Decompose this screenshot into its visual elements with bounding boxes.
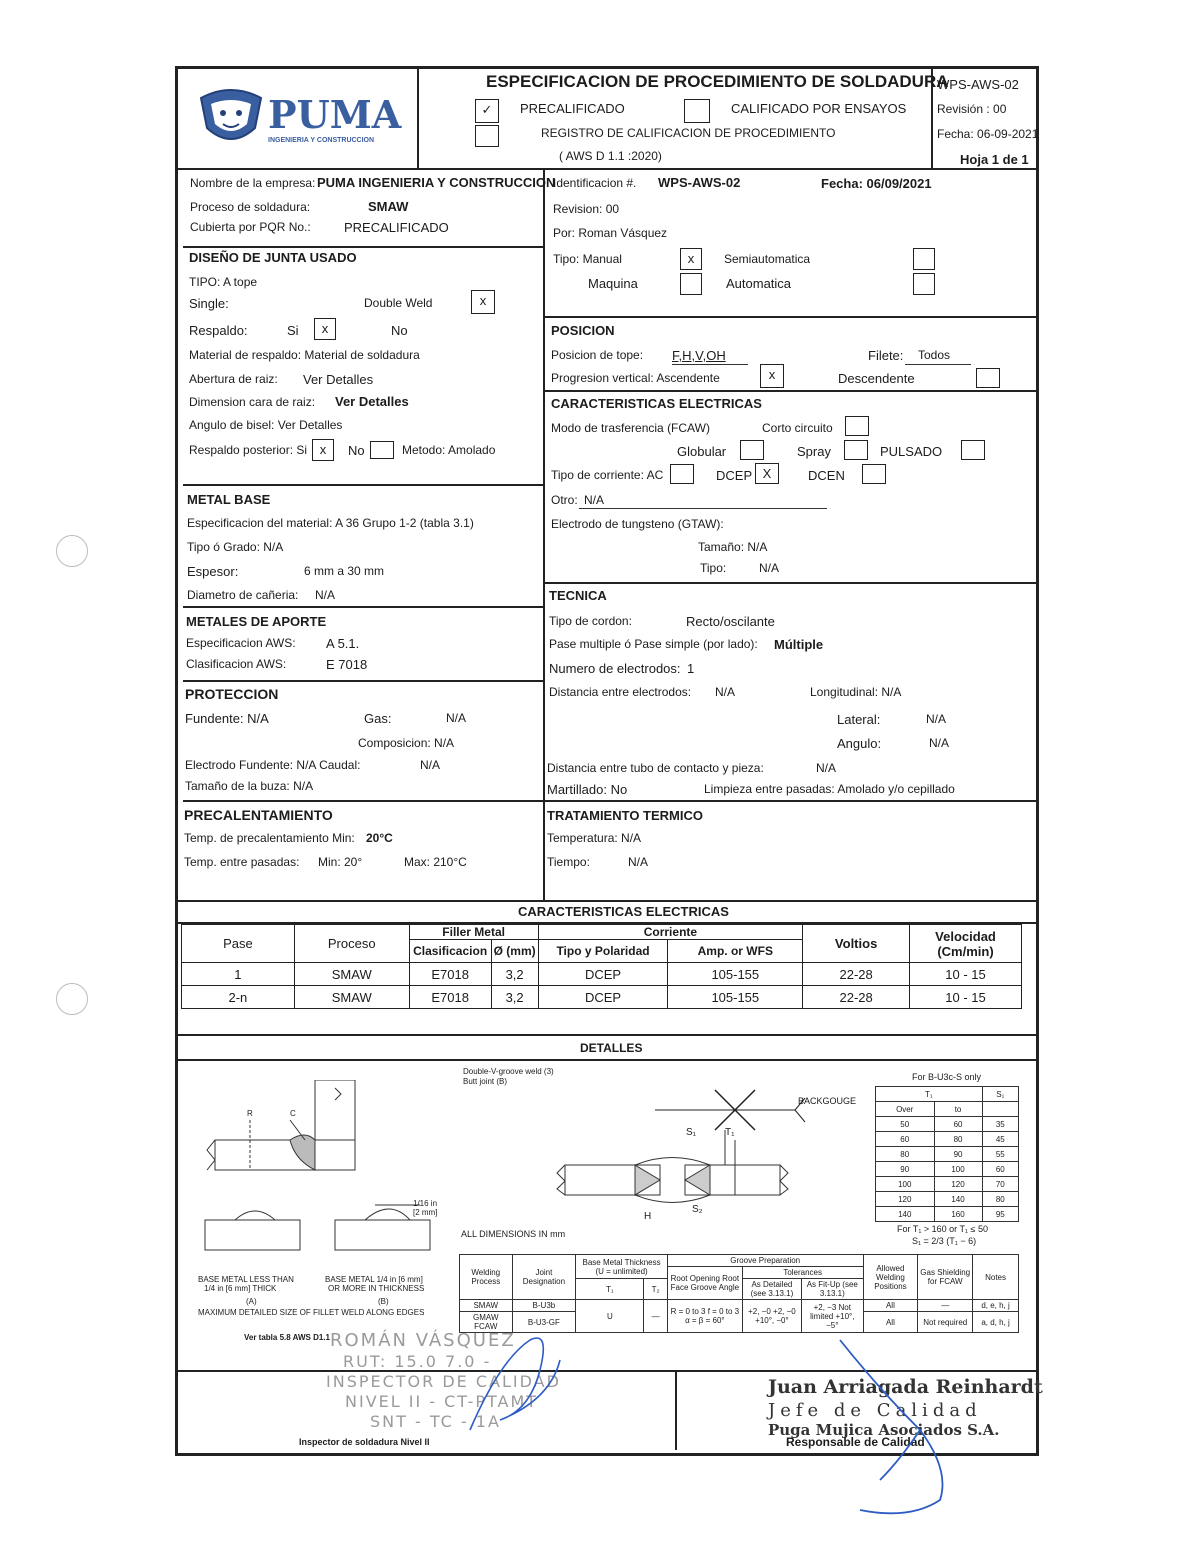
tungsteno-tipo-value: N/A: [759, 561, 780, 575]
form-title: ESPECIFICACION DE PROCEDIMIENTO DE SOLDADURA: [486, 72, 949, 91]
s-table-s1: S₁: [982, 1087, 1018, 1102]
limpieza: Limpieza entre pasadas: Amolado y/o cepillado: [704, 782, 955, 796]
otro-label: Otro:: [551, 493, 578, 507]
tungsteno-tipo-label: Tipo:: [700, 561, 727, 575]
respaldo-label: Respaldo:: [189, 323, 248, 338]
registro-checkbox[interactable]: [475, 125, 499, 147]
gas-value: N/A: [446, 711, 467, 725]
table-row: [182, 986, 1022, 1009]
corto-checkbox[interactable]: [845, 416, 869, 436]
diametro-label: Diametro de cañeria:: [187, 588, 299, 602]
filete-label: Filete:: [868, 348, 904, 363]
abertura-value: Ver Detalles: [303, 372, 374, 387]
h-clas: Clasificacion: [409, 940, 491, 963]
pqr-value: PRECALIFICADO: [344, 220, 449, 235]
maquina-label: Maquina: [588, 276, 638, 291]
lateral-label: Lateral:: [837, 712, 881, 727]
martillado: Martillado: No: [547, 782, 628, 797]
automatica-checkbox[interactable]: [913, 273, 935, 295]
table-row: SMAW B-U3b U — R = 0 to 3 f = 0 to 3 α = β = 60° +2, −0 +2, −0 +10°, −0° +2, −3 Not limited +10°, −5° All — d, e, h, j: [460, 1300, 1019, 1312]
ident-label: Identificacion #.: [553, 176, 637, 190]
label-s2: S₂: [692, 1204, 703, 1215]
cell-vel: 10 - 15: [910, 963, 1022, 986]
cordon-value: Recto/oscilante: [686, 614, 775, 629]
s-table-title: For B-U3c-S only: [912, 1072, 982, 1082]
tipo-manual-checkbox[interactable]: x: [680, 248, 702, 270]
cell-clas: E7018: [409, 986, 491, 1009]
table-row: 90 100 60: [876, 1162, 1019, 1177]
h-velocidad: Velocidad (Cm/min): [910, 925, 1022, 963]
responsable-label: Responsable de Calidad: [786, 1435, 925, 1449]
label-s1: S₁: [686, 1127, 697, 1138]
h-amp: Amp. or WFS: [668, 940, 803, 963]
num-value: 1: [687, 661, 695, 676]
contacto-value: N/A: [816, 761, 837, 775]
cell-volt: 22-28: [803, 963, 910, 986]
interpass-label: Temp. entre pasadas:: [184, 855, 300, 869]
cell-vel: 10 - 15: [910, 986, 1022, 1009]
descendente-label: Descendente: [838, 371, 915, 386]
fillet-note-a3: (A): [246, 1297, 257, 1306]
label-c: C: [290, 1109, 296, 1118]
cell-tipo: DCEP: [538, 986, 668, 1009]
ascendente-checkbox[interactable]: x: [760, 364, 784, 388]
cell-pase: 2-n: [182, 986, 295, 1009]
proceso-value: SMAW: [368, 199, 409, 214]
filler-class-label: Clasificacion AWS:: [186, 657, 287, 671]
signer-title: Jefe de Calidad: [768, 1400, 982, 1421]
longitudinal: Longitudinal: N/A: [810, 685, 902, 699]
label-t1: T₁: [725, 1127, 735, 1138]
s-table-to: to: [934, 1102, 982, 1117]
otro-value: N/A: [584, 493, 605, 507]
g-t2: T₂: [644, 1279, 667, 1300]
corto-label: Corto circuito: [762, 421, 833, 435]
tungsteno-label: Electrodo de tungsteno (GTAW):: [551, 517, 724, 531]
distancia-label: Distancia entre electrodos:: [549, 685, 692, 699]
cell-diam: 3,2: [491, 963, 538, 986]
cell-diam: 3,2: [491, 986, 538, 1009]
cell-volt: 22-28: [803, 986, 910, 1009]
respaldo-posterior-no-label: No: [348, 443, 365, 458]
interpass-min: Min: 20°: [318, 855, 363, 869]
table-row: 80 90 55: [876, 1147, 1019, 1162]
grado: Tipo ó Grado: N/A: [187, 540, 284, 554]
preheat-heading: PRECALENTAMIENTO: [184, 807, 333, 823]
doc-code: WPS-AWS-02: [937, 77, 1019, 92]
proceso-label: Proceso de soldadura:: [190, 200, 311, 214]
puma-logo-icon: [195, 88, 267, 150]
base-metal-heading: METAL BASE: [187, 492, 271, 507]
g-tolerances: Tolerances: [742, 1267, 863, 1279]
g-as-fitup: As Fit-Up (see 3.13.1): [802, 1279, 863, 1300]
g-joint-designation: Joint Designation: [512, 1255, 576, 1300]
registro-label: REGISTRO DE CALIFICACION DE PROCEDIMIENTO: [541, 126, 836, 140]
caudal-value: N/A: [420, 758, 441, 772]
tope-label: Posicion de tope:: [551, 348, 644, 362]
g-as-detailed: As Detailed (see 3.13.1): [742, 1279, 801, 1300]
position-heading: POSICION: [551, 323, 615, 338]
table-row: 60 80 45: [876, 1132, 1019, 1147]
maquina-checkbox[interactable]: [680, 273, 702, 295]
composicion: Composicion: N/A: [358, 736, 455, 750]
fecha-value: Fecha: 06/09/2021: [821, 176, 932, 191]
modo-label: Modo de trasferencia (FCAW): [551, 421, 710, 435]
pulsado-checkbox[interactable]: [961, 440, 985, 460]
cell-tipo: DCEP: [538, 963, 668, 986]
espesor-label: Espesor:: [187, 564, 239, 579]
h-proceso: Proceso: [294, 925, 409, 963]
tope-value: F,H,V,OH: [672, 348, 726, 363]
respaldo-si-label: Si: [287, 323, 299, 338]
stamp-line-2: RUT: 15.0 7.0 -: [343, 1352, 492, 1371]
g-root: Root Opening Root Face Groove Angle: [667, 1267, 742, 1300]
angulo-bisel: Angulo de bisel: Ver Detalles: [189, 418, 343, 432]
angulo-value: N/A: [929, 736, 950, 750]
tiempo-value: N/A: [628, 855, 649, 869]
max-fillet-note: MAXIMUM DETAILED SIZE OF FILLET WELD ALONG EDGES: [198, 1308, 425, 1317]
g-base-metal: Base Metal Thickness (U = unlimited): [576, 1255, 668, 1279]
empresa-label: Nombre de la empresa:: [190, 176, 316, 190]
table-row: 50 60 35: [876, 1117, 1019, 1132]
gas-label: Gas:: [364, 711, 392, 726]
fillet-note-a2: 1/4 in [6 mm] THICK: [204, 1284, 277, 1293]
electrical-heading: CARACTERISTICAS ELECTRICAS: [551, 396, 762, 411]
all-dimensions: ALL DIMENSIONS IN mm: [461, 1229, 566, 1239]
signer-company: Puga Mujica Asociados S.A.: [768, 1421, 1000, 1439]
s-table-note-1: For T₁ > 160 or T₁ ≤ 50: [897, 1224, 988, 1234]
s-table-over: Over: [876, 1102, 935, 1117]
fillet-note-b3: (B): [378, 1297, 389, 1306]
cell-pase: 1: [182, 963, 295, 986]
heat-treatment-heading: TRATAMIENTO TERMICO: [547, 808, 703, 823]
empresa-value: PUMA INGENIERIA Y CONSTRUCCION: [317, 175, 556, 190]
params-heading: CARACTERISTICAS ELECTRICAS: [518, 904, 729, 919]
num-label: Numero de electrodos:: [549, 661, 681, 676]
respaldo-si-checkbox[interactable]: x: [314, 318, 336, 340]
cell-amp: 105-155: [668, 963, 803, 986]
electrodo-fundente: Electrodo Fundente: N/A Caudal:: [185, 758, 361, 772]
h-corriente: Corriente: [538, 925, 803, 940]
dcep-checkbox[interactable]: X: [755, 463, 779, 484]
globular-label: Globular: [677, 444, 727, 459]
ver-tabla: Ver tabla 5.8 AWS D1.1: [244, 1333, 330, 1342]
dim-2mm: [2 mm]: [413, 1208, 438, 1217]
stamp-line-1: ROMÁN VÁSQUEZ: [330, 1330, 516, 1351]
cordon-label: Tipo de cordon:: [549, 614, 632, 628]
dimension-label: Dimension cara de raiz:: [189, 395, 316, 409]
punch-hole: [56, 983, 88, 1015]
g-allowed: Allowed Welding Positions: [863, 1255, 918, 1300]
s-table-note-2: S₁ = 2/3 (T₁ − 6): [912, 1236, 977, 1246]
signature-scribble-right: [820, 1330, 970, 1530]
filler-class-value: E 7018: [326, 657, 368, 672]
precalificado-checkbox[interactable]: ✓: [475, 99, 499, 123]
cell-proceso: SMAW: [294, 963, 409, 986]
filler-spec-label: Especificacion AWS:: [186, 636, 296, 650]
dcen-label: DCEN: [808, 468, 845, 483]
signer-name: Juan Arriagada Reinhardt: [768, 1376, 1043, 1398]
dimension-value: Ver Detalles: [335, 394, 409, 409]
tamano-label: Tamaño: N/A: [698, 540, 768, 554]
filler-spec-value: A 5.1.: [326, 636, 360, 651]
preheat-min-value: 20°C: [366, 831, 393, 845]
tipo-label: Tipo: Manual: [553, 252, 622, 266]
fillet-note-a1: BASE METAL LESS THAN: [198, 1275, 294, 1284]
h-tipo: Tipo y Polaridad: [538, 940, 668, 963]
revision: Revisión : 00: [937, 102, 1007, 116]
spray-checkbox[interactable]: [844, 440, 868, 460]
logo-text: PUMA: [268, 92, 402, 137]
respaldo-posterior-si-checkbox[interactable]: x: [312, 439, 334, 461]
joint-heading: DISEÑO DE JUNTA USADO: [189, 250, 357, 265]
details-heading: DETALLES: [580, 1041, 643, 1055]
filete-value: Todos: [918, 348, 951, 362]
precalificado-label: PRECALIFICADO: [520, 101, 625, 116]
globular-checkbox[interactable]: [740, 440, 764, 460]
filler-heading: METALES DE APORTE: [186, 614, 327, 629]
material-respaldo: Material de respaldo: Material de soldadura: [189, 348, 420, 362]
ident-value: WPS-AWS-02: [658, 175, 741, 190]
pase-label: Pase multiple ó Pase simple (por lado):: [549, 637, 758, 651]
double-weld-checkbox[interactable]: x: [471, 290, 495, 314]
joint-title-2: Butt joint (B): [463, 1077, 508, 1086]
cell-clas: E7018: [409, 963, 491, 986]
stamp-line-5: SNT - TC - 1A: [370, 1412, 501, 1431]
stamp-line-3: INSPECTOR DE CALIDAD: [326, 1372, 561, 1391]
revision-value: Revision: 00: [553, 202, 620, 216]
fecha: Fecha: 06-09-2021: [937, 127, 1039, 141]
automatica-label: Automatica: [726, 276, 792, 291]
distancia-value: N/A: [715, 685, 736, 699]
temperatura: Temperatura: N/A: [547, 831, 642, 845]
cell-proceso: SMAW: [294, 986, 409, 1009]
g-welding-process: Welding Process: [460, 1255, 513, 1300]
standard-label: ( AWS D 1.1 :2020): [559, 149, 662, 163]
g-notes: Notes: [973, 1255, 1019, 1300]
table-row: 120 140 80: [876, 1192, 1019, 1207]
dcen-checkbox[interactable]: [862, 464, 886, 484]
metodo-label: Metodo: Amolado: [402, 443, 496, 457]
inspector-label: Inspector de soldadura Nivel II: [299, 1437, 430, 1447]
s-table-t1: T₁: [876, 1087, 983, 1102]
params-table: [181, 924, 1022, 1009]
respaldo-posterior-label: Respaldo posterior: Si: [189, 443, 308, 457]
ac-checkbox[interactable]: [670, 464, 694, 484]
descendente-checkbox[interactable]: [976, 368, 1000, 388]
lateral-value: N/A: [926, 712, 947, 726]
g-t1: T₁: [576, 1279, 644, 1300]
tamano-buza: Tamaño de la buza: N/A: [185, 779, 314, 793]
punch-hole: [56, 535, 88, 567]
s-table: [875, 1086, 1019, 1222]
h-diam: Ø (mm): [491, 940, 538, 963]
table-row: 100 120 70: [876, 1177, 1019, 1192]
abertura-label: Abertura de raiz:: [189, 372, 278, 386]
diametro-value: N/A: [315, 588, 336, 602]
material-spec: Especificacion del material: A 36 Grupo 1-2 (tabla 3.1): [187, 516, 474, 530]
backgouge-label: BACKGOUGE: [798, 1096, 857, 1106]
h-filler: Filler Metal: [409, 925, 538, 940]
label-r: R: [247, 1109, 253, 1118]
interpass-max: Max: 210°C: [404, 855, 467, 869]
respaldo-posterior-no-checkbox[interactable]: [370, 441, 394, 459]
por-value: Por: Roman Vásquez: [553, 226, 668, 240]
pulsado-label: PULSADO: [880, 444, 943, 459]
calificado-label: CALIFICADO POR ENSAYOS: [731, 101, 907, 116]
joint-title-1: Double-V-groove weld (3): [463, 1067, 554, 1076]
table-row: 140 160 95: [876, 1207, 1019, 1222]
calificado-checkbox[interactable]: [684, 99, 710, 123]
cell-amp: 105-155: [668, 986, 803, 1009]
fillet-weld-sketch: [195, 1080, 460, 1270]
preheat-min-label: Temp. de precalentamiento Min:: [184, 831, 355, 845]
g-groove-prep: Groove Preparation: [667, 1255, 863, 1267]
label-h: H: [644, 1211, 652, 1222]
pqr-label: Cubierta por PQR No.:: [190, 220, 311, 234]
fillet-note-b1: BASE METAL 1/4 in [6 mm]: [325, 1275, 423, 1284]
h-voltios: Voltios: [803, 925, 910, 963]
groove-weld-sketch: [555, 1080, 875, 1230]
corriente-label: Tipo de corriente: AC: [551, 468, 664, 482]
progresion-label: Progresion vertical: Ascendente: [551, 371, 720, 385]
pase-value: Múltiple: [774, 637, 824, 652]
table-row: [182, 963, 1022, 986]
joint-tipo: TIPO: A tope: [189, 275, 258, 289]
semiautomatica-checkbox[interactable]: [913, 248, 935, 270]
respaldo-no-label: No: [391, 323, 408, 338]
semiautomatica-label: Semiautomatica: [724, 252, 811, 266]
signature-scribble-left: [460, 1320, 570, 1440]
protection-heading: PROTECCION: [185, 686, 279, 702]
single-label: Single:: [189, 296, 229, 311]
contacto-label: Distancia entre tubo de contacto y pieza:: [547, 761, 764, 775]
spray-label: Spray: [797, 444, 831, 459]
table-row: GMAW FCAW B-U3-GF All Not required a, d, h, j: [460, 1312, 1019, 1333]
double-weld-label: Double Weld: [364, 296, 433, 310]
dcep-label: DCEP: [716, 468, 753, 483]
hoja: Hoja 1 de 1: [960, 152, 1029, 167]
stamp-line-4: NIVEL II - CT-PTAMT: [345, 1392, 539, 1411]
tiempo-label: Tiempo:: [547, 855, 590, 869]
angulo-label: Angulo:: [837, 736, 882, 751]
technique-heading: TECNICA: [549, 588, 607, 603]
fillet-note-b2: OR MORE IN THICKNESS: [328, 1284, 425, 1293]
g-gas: Gas Shielding for FCAW: [918, 1255, 973, 1300]
espesor-value: 6 mm a 30 mm: [304, 564, 385, 578]
fundente: Fundente: N/A: [185, 711, 269, 726]
logo-subtitle: INGENIERIA Y CONSTRUCCION: [268, 137, 375, 144]
dim-1-16: 1/16 in: [413, 1199, 438, 1208]
h-pase: Pase: [182, 925, 295, 963]
